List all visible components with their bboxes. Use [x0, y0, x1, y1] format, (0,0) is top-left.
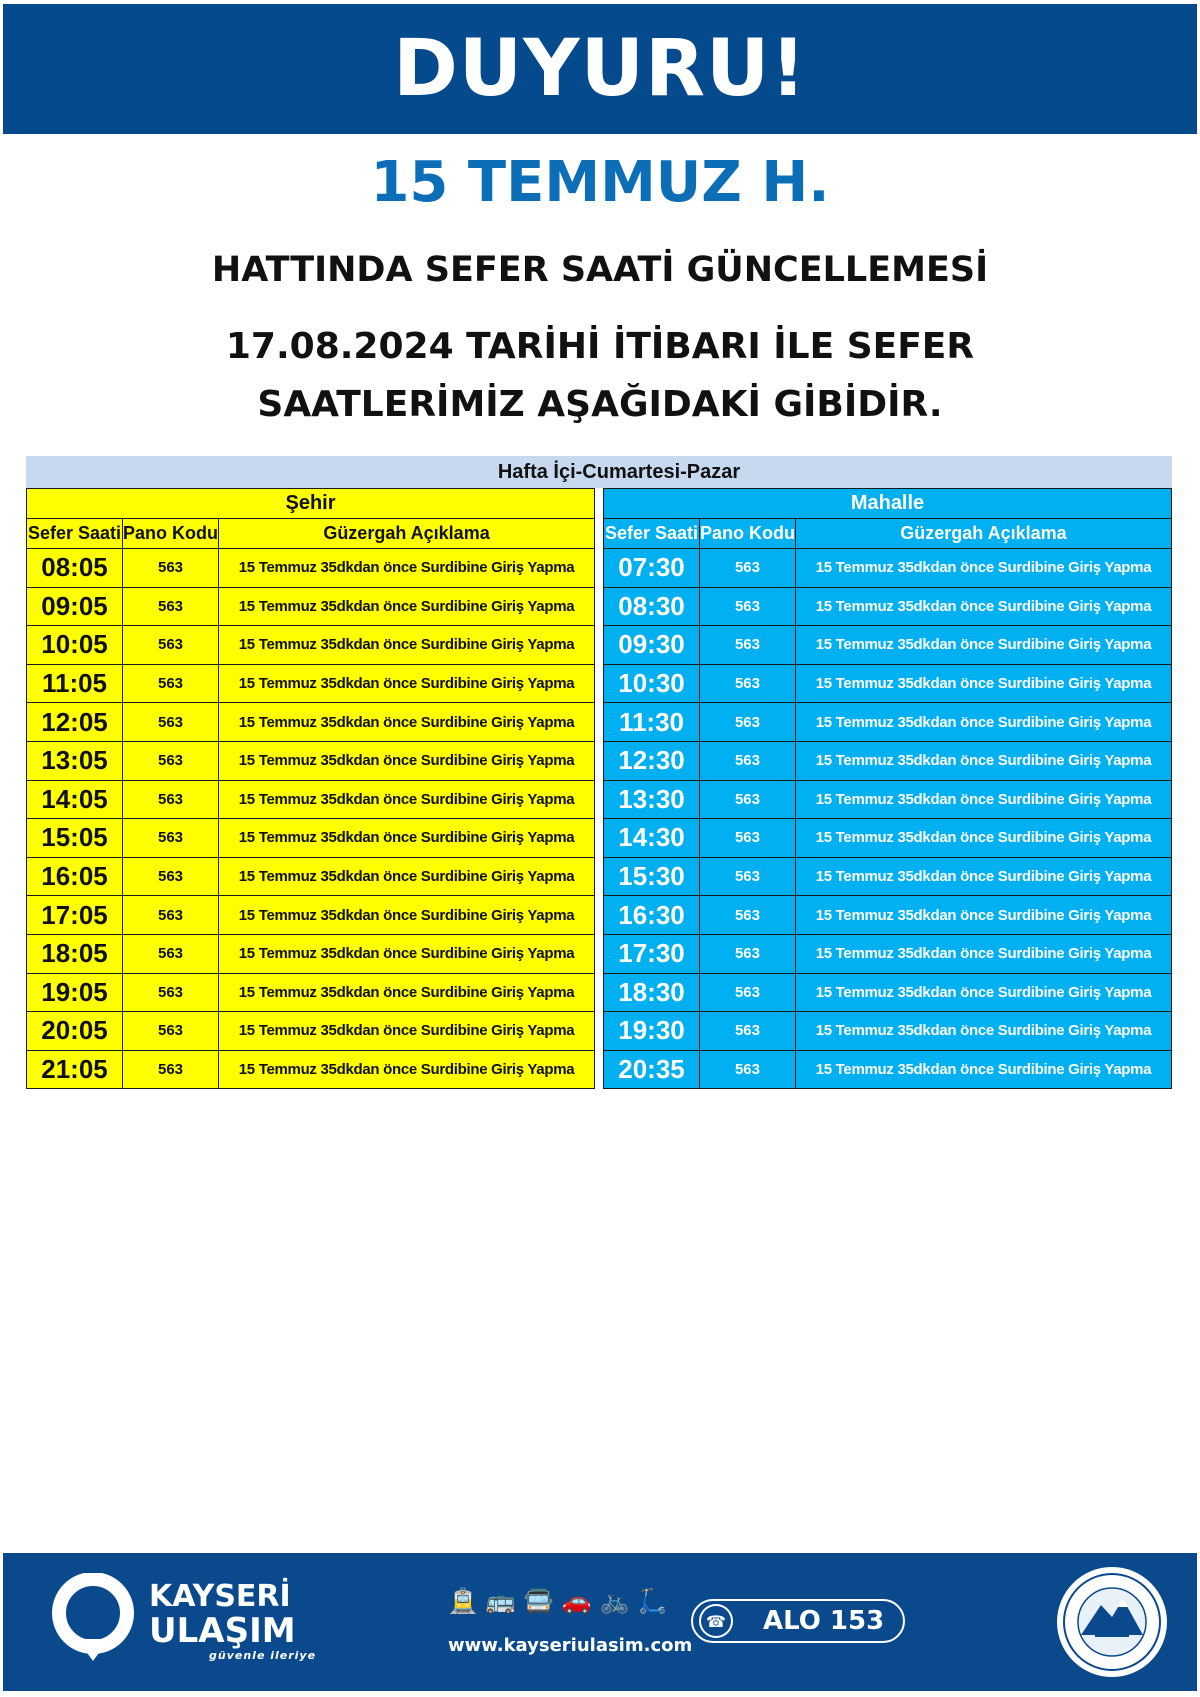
departure-time: 20:35: [603, 1050, 699, 1089]
departure-time: 15:05: [27, 819, 123, 858]
table-row: [27, 549, 595, 588]
board-code: 563: [699, 626, 795, 665]
departure-time: 17:30: [603, 934, 699, 973]
table-row: [603, 549, 1171, 588]
departure-time: 19:30: [603, 1012, 699, 1051]
route-description: 15 Temmuz 35dkdan önce Surdibine Giriş Yapma: [795, 857, 1171, 896]
board-code: 563: [123, 587, 219, 626]
departure-time: 18:30: [603, 973, 699, 1012]
departure-time: 11:05: [27, 664, 123, 703]
departure-time: 13:30: [603, 780, 699, 819]
departure-time: 09:30: [603, 626, 699, 665]
departure-time: 17:05: [27, 896, 123, 935]
board-code: 563: [699, 934, 795, 973]
board-code: 563: [699, 549, 795, 588]
district-group-header: Mahalle: [603, 489, 1171, 519]
departure-time: 08:05: [27, 549, 123, 588]
route-description: 15 Temmuz 35dkdan önce Surdibine Giriş Yapma: [795, 549, 1171, 588]
shared-scooter-icon: 🛴: [637, 1587, 668, 1615]
col-route-header: Güzergah Açıklama: [795, 519, 1171, 549]
route-description: 15 Temmuz 35dkdan önce Surdibine Giriş Yapma: [219, 664, 595, 703]
table-row: [603, 1050, 1171, 1089]
departure-time: 18:05: [27, 934, 123, 973]
departure-time: 12:05: [27, 703, 123, 742]
table-row: [27, 587, 595, 626]
district-schedule-table: [603, 488, 1172, 1089]
table-row: [603, 780, 1171, 819]
board-code: 563: [123, 703, 219, 742]
board-code: 563: [123, 1012, 219, 1051]
brand-line-2: ULAŞIM: [149, 1611, 296, 1651]
table-row: [27, 741, 595, 780]
departure-time: 12:30: [603, 741, 699, 780]
trolley-icon: 🚍: [523, 1587, 554, 1615]
table-row: [603, 1012, 1171, 1051]
table-row: [603, 587, 1171, 626]
transport-modes: [448, 1587, 667, 1615]
route-description: 15 Temmuz 35dkdan önce Surdibine Giriş Yapma: [219, 587, 595, 626]
board-code: 563: [123, 741, 219, 780]
board-code: 563: [699, 664, 795, 703]
table-row: [27, 819, 595, 858]
board-code: 563: [699, 1012, 795, 1051]
col-route-header: Güzergah Açıklama: [219, 519, 595, 549]
hotline-number: ALO 153: [763, 1606, 885, 1636]
departure-time: 10:05: [27, 626, 123, 665]
table-row: [27, 896, 595, 935]
table-row: [603, 703, 1171, 742]
notice-line-2: SAATLERİMİZ AŞAĞIDAKİ GİBİDİR.: [257, 384, 943, 425]
days-label: Hafta İçi-Cumartesi-Pazar: [497, 461, 741, 483]
table-row: [27, 973, 595, 1012]
col-time-header: Sefer Saati: [27, 519, 123, 549]
board-code: 563: [123, 896, 219, 935]
departure-time: 08:30: [603, 587, 699, 626]
city-schedule-table: [26, 488, 595, 1089]
bus-icon: 🚌: [485, 1587, 516, 1615]
departure-time: 10:30: [603, 664, 699, 703]
route-description: 15 Temmuz 35dkdan önce Surdibine Giriş Yapma: [219, 857, 595, 896]
route-description: 15 Temmuz 35dkdan önce Surdibine Giriş Yapma: [219, 626, 595, 665]
board-code: 563: [123, 934, 219, 973]
table-row: [603, 626, 1171, 665]
table-row: [27, 664, 595, 703]
slogan: güvenle ileriye: [209, 1649, 317, 1662]
schedule: [26, 456, 1172, 1089]
board-code: 563: [123, 819, 219, 858]
departure-time: 13:05: [27, 741, 123, 780]
kayseri-ulasim-logo-icon: [47, 1573, 139, 1665]
bicycle-icon: 🚲: [599, 1587, 630, 1615]
route-description: 15 Temmuz 35dkdan önce Surdibine Giriş Yapma: [795, 1012, 1171, 1051]
table-row: [27, 626, 595, 665]
departure-time: 16:30: [603, 896, 699, 935]
departure-time: 21:05: [27, 1050, 123, 1089]
departure-time: 19:05: [27, 973, 123, 1012]
line-name: 15 TEMMUZ H.: [370, 150, 830, 215]
hotline-badge[interactable]: [691, 1599, 905, 1643]
route-description: 15 Temmuz 35dkdan önce Surdibine Giriş Yapma: [795, 741, 1171, 780]
route-description: 15 Temmuz 35dkdan önce Surdibine Giriş Yapma: [795, 973, 1171, 1012]
route-description: 15 Temmuz 35dkdan önce Surdibine Giriş Yapma: [795, 896, 1171, 935]
website[interactable]: www.kayseriulasim.com: [448, 1635, 693, 1656]
departure-time: 20:05: [27, 1012, 123, 1051]
announcement-banner: [3, 4, 1197, 134]
route-description: 15 Temmuz 35dkdan önce Surdibine Giriş Yapma: [219, 973, 595, 1012]
board-code: 563: [699, 857, 795, 896]
table-row: [27, 703, 595, 742]
route-description: 15 Temmuz 35dkdan önce Surdibine Giriş Yapma: [795, 780, 1171, 819]
board-code: 563: [123, 549, 219, 588]
table-row: [603, 741, 1171, 780]
board-code: 563: [123, 973, 219, 1012]
phone-icon: ☎: [699, 1604, 733, 1638]
route-description: 15 Temmuz 35dkdan önce Surdibine Giriş Yapma: [795, 1050, 1171, 1089]
departure-time: 09:05: [27, 587, 123, 626]
route-description: 15 Temmuz 35dkdan önce Surdibine Giriş Yapma: [219, 1050, 595, 1089]
departure-time: 14:30: [603, 819, 699, 858]
table-row: [603, 664, 1171, 703]
route-description: 15 Temmuz 35dkdan önce Surdibine Giriş Yapma: [795, 703, 1171, 742]
days-row: [26, 456, 1172, 488]
board-code: 563: [123, 857, 219, 896]
table-row: [27, 1012, 595, 1051]
board-code: 563: [699, 587, 795, 626]
car-icon: 🚗: [561, 1587, 592, 1615]
table-row: [27, 857, 595, 896]
subtitle: HATTINDA SEFER SAATİ GÜNCELLEMESİ: [211, 250, 989, 290]
table-row: [603, 934, 1171, 973]
table-row: [603, 819, 1171, 858]
footer: [3, 1553, 1197, 1691]
route-description: 15 Temmuz 35dkdan önce Surdibine Giriş Yapma: [219, 549, 595, 588]
table-row: [603, 973, 1171, 1012]
route-description: 15 Temmuz 35dkdan önce Surdibine Giriş Yapma: [795, 626, 1171, 665]
table-row: [603, 857, 1171, 896]
departure-time: 07:30: [603, 549, 699, 588]
route-description: 15 Temmuz 35dkdan önce Surdibine Giriş Yapma: [219, 780, 595, 819]
tram-icon: 🚊: [448, 1587, 478, 1615]
city-group-header: Şehir: [27, 489, 595, 519]
departure-time: 14:05: [27, 780, 123, 819]
table-row: [603, 896, 1171, 935]
route-description: 15 Temmuz 35dkdan önce Surdibine Giriş Yapma: [795, 587, 1171, 626]
route-description: 15 Temmuz 35dkdan önce Surdibine Giriş Yapma: [219, 819, 595, 858]
notice-text: [0, 318, 1200, 434]
board-code: 563: [699, 1050, 795, 1089]
col-time-header: Sefer Saati: [603, 519, 699, 549]
route-description: 15 Temmuz 35dkdan önce Surdibine Giriş Yapma: [219, 741, 595, 780]
table-row: [27, 780, 595, 819]
route-description: 15 Temmuz 35dkdan önce Surdibine Giriş Yapma: [795, 664, 1171, 703]
route-description: 15 Temmuz 35dkdan önce Surdibine Giriş Yapma: [219, 1012, 595, 1051]
brand-line-1: KAYSERİ: [149, 1579, 291, 1614]
board-code: 563: [699, 780, 795, 819]
route-description: 15 Temmuz 35dkdan önce Surdibine Giriş Yapma: [795, 819, 1171, 858]
route-description: 15 Temmuz 35dkdan önce Surdibine Giriş Yapma: [795, 934, 1171, 973]
brand: [149, 1581, 316, 1662]
col-code-header: Pano Kodu: [123, 519, 219, 549]
board-code: 563: [699, 819, 795, 858]
board-code: 563: [699, 896, 795, 935]
route-description: 15 Temmuz 35dkdan önce Surdibine Giriş Yapma: [219, 896, 595, 935]
route-description: 15 Temmuz 35dkdan önce Surdibine Giriş Yapma: [219, 934, 595, 973]
board-code: 563: [699, 703, 795, 742]
departure-time: 15:30: [603, 857, 699, 896]
route-description: 15 Temmuz 35dkdan önce Surdibine Giriş Yapma: [219, 703, 595, 742]
departure-time: 16:05: [27, 857, 123, 896]
board-code: 563: [123, 1050, 219, 1089]
banner-title: DUYURU!: [393, 24, 807, 114]
departure-time: 11:30: [603, 703, 699, 742]
col-code-header: Pano Kodu: [699, 519, 795, 549]
board-code: 563: [123, 780, 219, 819]
table-row: [27, 1050, 595, 1089]
municipality-seal-icon: [1055, 1565, 1169, 1679]
board-code: 563: [699, 973, 795, 1012]
board-code: 563: [699, 741, 795, 780]
notice-line-1: 17.08.2024 TARİHİ İTİBARI İLE SEFER: [225, 326, 975, 367]
board-code: 563: [123, 626, 219, 665]
table-row: [27, 934, 595, 973]
board-code: 563: [123, 664, 219, 703]
